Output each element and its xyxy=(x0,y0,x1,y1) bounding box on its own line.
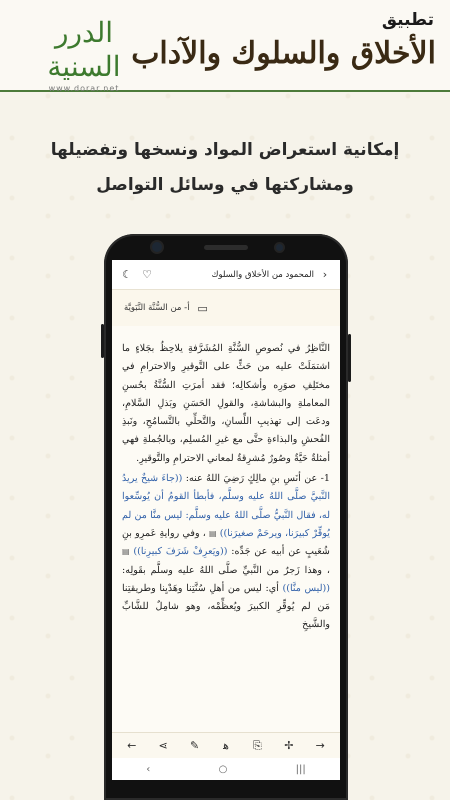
commentary-rest: أي: ليس من أهلِ سُنَّتِنا وهَدْيِنا وطريقتِنا مَن لم يُوقِّرِ الكبيرَ ويُعظِّمْه، وهو شامِلٌ للشَّابِّ والشَّيخِ xyxy=(122,582,330,631)
edit-pencil-icon[interactable]: ✎ xyxy=(189,739,200,752)
volume-button xyxy=(101,324,104,358)
bottom-toolbar xyxy=(112,732,340,758)
app-bar-title-group xyxy=(211,268,332,281)
night-mode-icon[interactable]: ☾ xyxy=(122,268,132,281)
nav-home-icon[interactable]: ○ xyxy=(218,763,228,775)
hadith-text-2: ((ويَعرِفْ شَرَفَ كبيرِنا)) xyxy=(133,546,228,558)
book-icon: ▭ xyxy=(197,301,208,315)
promo-line-2: ومشاركتها في وسائل التواصل xyxy=(96,175,354,195)
commentary-intro: ، وهذا زَجرٌ من النَّبيِّ صلَّى اللهُ عليه وسلَّم بقَولِه: xyxy=(122,564,330,576)
app-bar xyxy=(112,260,340,290)
hadith-text-3: ((ليس منَّا)) xyxy=(282,582,330,594)
reference-icon[interactable]: ▤ xyxy=(209,528,217,538)
next-arrow-icon[interactable]: → xyxy=(315,739,325,752)
back-chevron-icon[interactable]: ‹ xyxy=(322,268,328,281)
nav-recents-icon[interactable]: ||| xyxy=(295,763,306,775)
nav-back-icon[interactable]: ‹ xyxy=(146,763,151,775)
phone-screen xyxy=(112,260,340,780)
front-camera-icon xyxy=(152,242,162,252)
copy-icon[interactable]: ⎘ xyxy=(252,738,262,752)
article-body xyxy=(112,326,340,635)
expand-icon[interactable]: ✢ xyxy=(284,739,294,752)
system-nav-bar xyxy=(112,758,340,780)
screen-title: المحمود من الأخلاق والسلوك xyxy=(211,269,314,280)
sensor-icon xyxy=(276,244,283,251)
narration-mid: ، وفي روايةِ عَمرِو بنِ شُعَيبٍ عن أبيه عن جَدِّه: xyxy=(122,527,330,558)
power-button xyxy=(348,334,351,382)
hadith-text: ((جاءَ شيخٌ يريدُ النَّبيَّ صلَّى اللهُ عليه وسلَّم، فأبطأ القومُ أن يُوسِّعوا له، فقال النَّبيُّ صلَّى اللهُ عليه وسلَّم: ليس منَّا من لم يُوقِّرْ كبيرَنا، ويرحَمْ صغيرَنا)) xyxy=(122,473,330,539)
promo-line-1: إمكانية استعراض المواد ونسخها وتفضيلها xyxy=(50,140,400,160)
hadith-intro: 1- عن أنَسِ بنِ مالِكٍ رَضِيَ اللهُ عنه: xyxy=(185,473,331,485)
section-header[interactable] xyxy=(112,290,340,326)
hadith-block xyxy=(122,470,330,635)
reference-icon-2[interactable]: ▤ xyxy=(122,547,130,557)
logo-text: الدرر السنية xyxy=(47,16,121,83)
app-kicker: تطبيق xyxy=(381,10,434,30)
share-icon[interactable]: ⋖ xyxy=(158,739,168,752)
prev-arrow-icon[interactable]: ← xyxy=(127,739,137,752)
favorite-heart-icon[interactable]: ♡ xyxy=(142,268,152,281)
intro-paragraph: النَّاظِرُ في نُصوصِ السُّنَّةِ المُشَرَّفةِ يلاحِظُ بجَلاءٍ ما اشتمَلَتْ عليه من حَثٍّ على التَّوقيرِ والاحترامِ في مختَلِفِ صوَرِه وأشكالِه؛ فقد أمرَتِ السُّنَّةُ بحُسنِ المعاملةِ والبشاشةِ، والقولِ الحَسَنِ وبَذلِ السَّلامِ، ودعَت إلى تهذيبِ اللِّسانِ، والتَّحلِّي بالتَّسامُحِ، ونَبذِ الفُحشِ والبذاءةِ حتَّى مع غيرِ المُسلِم، وبالجُملةِ فهي أمثلةٌ حَيَّةٌ وصُورٌ مُشرِقةٌ لمعاني الاحترامِ والتَّوقيرِ. xyxy=(122,343,330,464)
earpiece-speaker xyxy=(204,245,248,250)
app-title: الأخلاق والسلوك والآداب xyxy=(131,36,436,71)
app-bar-actions xyxy=(120,268,154,281)
section-label: أ- من السُّنَّة النَّبَويَّة xyxy=(124,303,190,313)
logo-url: www.dorar.net xyxy=(48,84,120,93)
phone-frame xyxy=(104,234,348,800)
font-size-icon[interactable]: ﻫ xyxy=(223,739,229,752)
